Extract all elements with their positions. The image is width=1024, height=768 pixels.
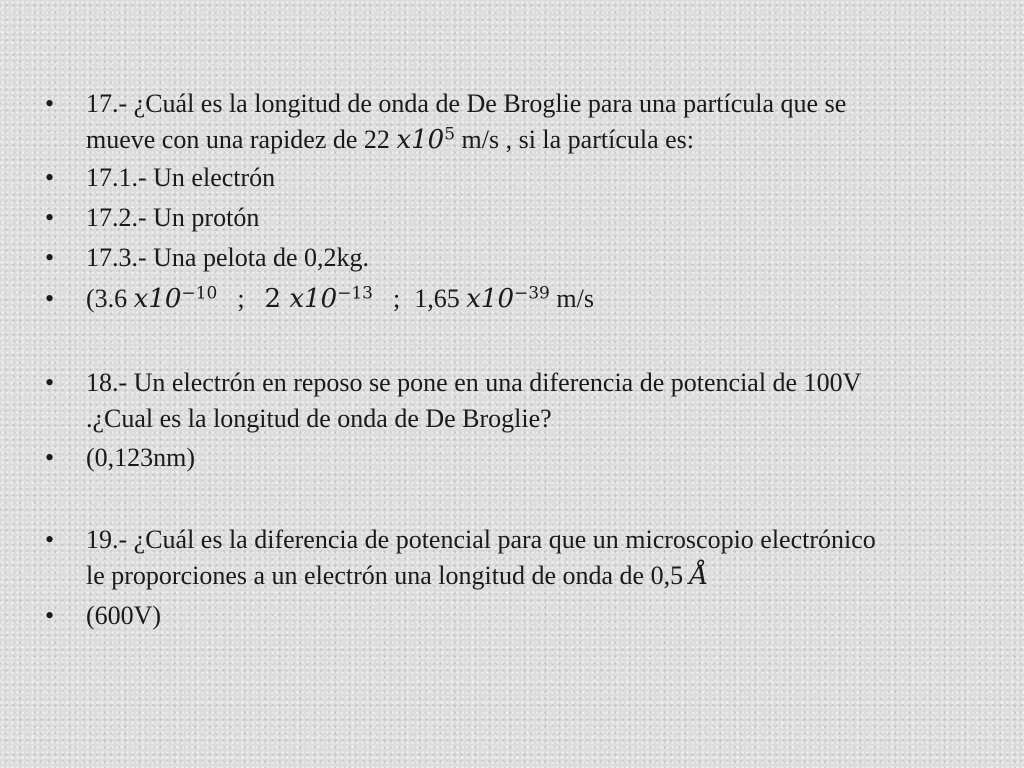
question-18-text xyxy=(86,365,975,437)
answer-17-mult-2: x10 xyxy=(289,284,338,314)
question-17-2-text: 17.2.- Un protón xyxy=(86,203,260,232)
answer-17-separator-2: ; xyxy=(393,284,401,313)
bullet-dot: • xyxy=(45,163,55,192)
answer-17-exp-2: −13 xyxy=(337,283,373,304)
bullet-dot: • xyxy=(45,284,55,313)
speed-multiplier: x10 xyxy=(396,125,445,155)
question-17-3 xyxy=(45,240,975,276)
question-18-line1: 18.- Un electrón en reposo se pone en una diferencia de potencial de 100V xyxy=(86,368,862,397)
answer-17-open: (3.6 xyxy=(86,284,134,313)
answer-17-exp-3: −39 xyxy=(513,283,550,304)
question-18 xyxy=(45,365,975,437)
answer-17-separator-1: ; xyxy=(237,284,245,313)
question-17-text xyxy=(86,86,975,158)
answer-18 xyxy=(45,440,975,476)
answer-17-text xyxy=(86,281,975,317)
question-19 xyxy=(45,522,975,594)
question-18-line2: .¿Cual es la longitud de onda de De Broglie? xyxy=(86,404,552,433)
answer-19 xyxy=(45,598,975,634)
bullet-dot: • xyxy=(45,203,55,232)
bullet-dot: • xyxy=(45,89,55,118)
answer-17-exp-1: −10 xyxy=(181,283,218,304)
bullet-dot: • xyxy=(45,525,55,554)
question-17-1 xyxy=(45,160,975,196)
question-17-1-text: 17.1.- Un electrón xyxy=(86,163,276,192)
question-17 xyxy=(45,86,975,158)
speed-exponent: 5 xyxy=(444,124,456,145)
answer-17-value-2: 2 xyxy=(264,284,290,314)
answer-17-unit: m/s xyxy=(549,284,594,313)
angstrom-unit: Å xyxy=(689,561,709,591)
question-17-line2-pre: mueve con una rapidez de 22 xyxy=(86,125,397,154)
question-19-text xyxy=(86,522,975,594)
bullet-dot: • xyxy=(45,243,55,272)
question-17-line2-post: m/s , si la partícula es: xyxy=(455,125,695,154)
question-19-line1: 19.- ¿Cuál es la diferencia de potencial para que un microscopio electrónico xyxy=(86,525,876,554)
answer-17 xyxy=(45,281,975,317)
answer-18-text: (0,123nm) xyxy=(86,443,196,472)
answer-17-mult-1: x10 xyxy=(133,284,182,314)
answer-17-mult-3: x10 xyxy=(466,284,514,314)
bullet-dot: • xyxy=(45,368,55,397)
bullet-dot: • xyxy=(45,601,55,630)
bullet-dot: • xyxy=(45,443,55,472)
answer-17-value-3: 1,65 xyxy=(414,284,467,313)
question-19-line2: le proporciones a un electrón una longitud de onda de 0,5 xyxy=(86,561,690,590)
answer-19-text: (600V) xyxy=(86,601,162,630)
question-17-2 xyxy=(45,200,975,236)
question-17-3-text: 17.3.- Una pelota de 0,2kg. xyxy=(86,243,370,272)
question-17-line1: 17.- ¿Cuál es la longitud de onda de De Broglie para una partícula que se xyxy=(86,89,847,118)
